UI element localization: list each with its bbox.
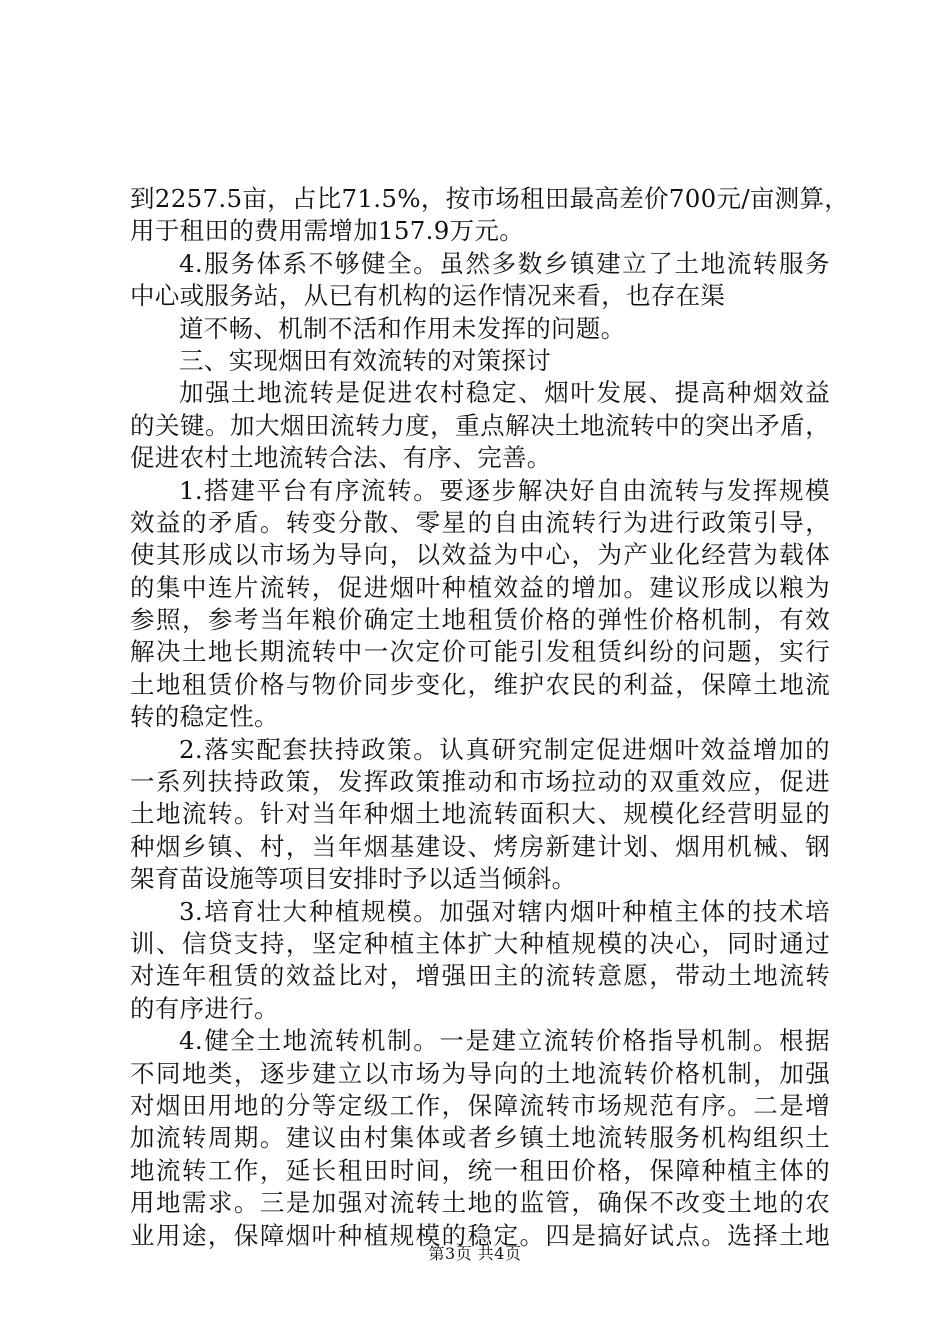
text-line: 的有序进行。	[130, 993, 279, 1023]
text-line: 架育苗设施等项目安排时予以适当倾斜。	[130, 864, 577, 894]
text-line: 土地流转。针对当年种烟土地流转面积大、规模化经营明显的	[130, 799, 830, 829]
text-line: 1.搭建平台有序流转。要逐步解决好自由流转与发挥规模	[179, 475, 830, 505]
text-line: 土地租赁价格与物价同步变化，维护农民的利益，保障土地流	[130, 669, 830, 699]
text-line: 对连年租赁的效益比对，增强田主的流转意愿，带动土地流转	[130, 961, 830, 991]
text-line: 参照，参考当年粮价确定土地租赁价格的弹性价格机制，有效	[130, 605, 830, 635]
text-line: 训、信贷支持，坚定种植主体扩大种植规模的决心，同时通过	[130, 928, 830, 958]
text-line: 到2257.5亩，占比71.5%，按市场租田最高差价700元/亩测算，	[130, 184, 850, 213]
text-line: 促进农村土地流转合法、有序、完善。	[130, 443, 552, 473]
text-line: 4.健全土地流转机制。一是建立流转价格指导机制。根据	[179, 1026, 830, 1056]
text-line: 4.服务体系不够健全。虽然多数乡镇建立了土地流转服务	[179, 248, 830, 278]
body-text	[130, 183, 850, 1252]
text-line: 中心或服务站，从已有机构的运作情况来看，也存在渠	[130, 281, 726, 311]
text-line: 用于租田的费用需增加157.9万元。	[130, 216, 525, 246]
text-line: 加流转周期。建议由村集体或者乡镇土地流转服务机构组织土	[130, 1123, 830, 1153]
text-line: 业用途，保障烟叶种植规模的稳定。四是搞好试点。选择土地	[130, 1220, 830, 1250]
text-line: 效益的矛盾。转变分散、零星的自由流转行为进行政策引导，	[130, 507, 830, 537]
text-line: 的关键。加大烟田流转力度，重点解决土地流转中的突出矛盾，	[130, 410, 830, 440]
text-line: 的集中连片流转，促进烟叶种植效益的增加。建议形成以粮为	[130, 572, 830, 602]
text-line: 一系列扶持政策，发挥政策推动和市场拉动的双重效应，促进	[130, 767, 830, 797]
text-line: 加强土地流转是促进农村稳定、烟叶发展、提高种烟效益	[179, 378, 830, 408]
text-line: 对烟田用地的分等定级工作，保障流转市场规范有序。二是增	[130, 1090, 830, 1120]
text-line: 地流转工作，延长租田时间，统一租田价格，保障种植主体的	[130, 1155, 830, 1185]
text-line: 道不畅、机制不活和作用未发挥的问题。	[179, 313, 626, 343]
text-line: 使其形成以市场为导向，以效益为中心，为产业化经营为载体	[130, 540, 830, 570]
text-line: 3.培育壮大种植规模。加强对辖内烟叶种植主体的技术培	[179, 896, 830, 926]
text-line: 用地需求。三是加强对流转土地的监管，确保不改变土地的农	[130, 1188, 830, 1218]
text-line: 转的稳定性。	[130, 702, 279, 732]
text-line: 解决土地长期流转中一次定价可能引发租赁纠纷的问题，实行	[130, 637, 830, 667]
text-line: 三、实现烟田有效流转的对策探讨	[179, 345, 551, 375]
page-footer: 第3页 共4页	[428, 1244, 522, 1263]
text-line: 种烟乡镇、村，当年烟基建设、烤房新建计划、烟用机械、钢	[130, 831, 830, 861]
text-line: 2.落实配套扶持政策。认真研究制定促进烟叶效益增加的	[179, 734, 830, 764]
text-line: 不同地类，逐步建立以市场为导向的土地流转价格机制，加强	[130, 1058, 830, 1088]
